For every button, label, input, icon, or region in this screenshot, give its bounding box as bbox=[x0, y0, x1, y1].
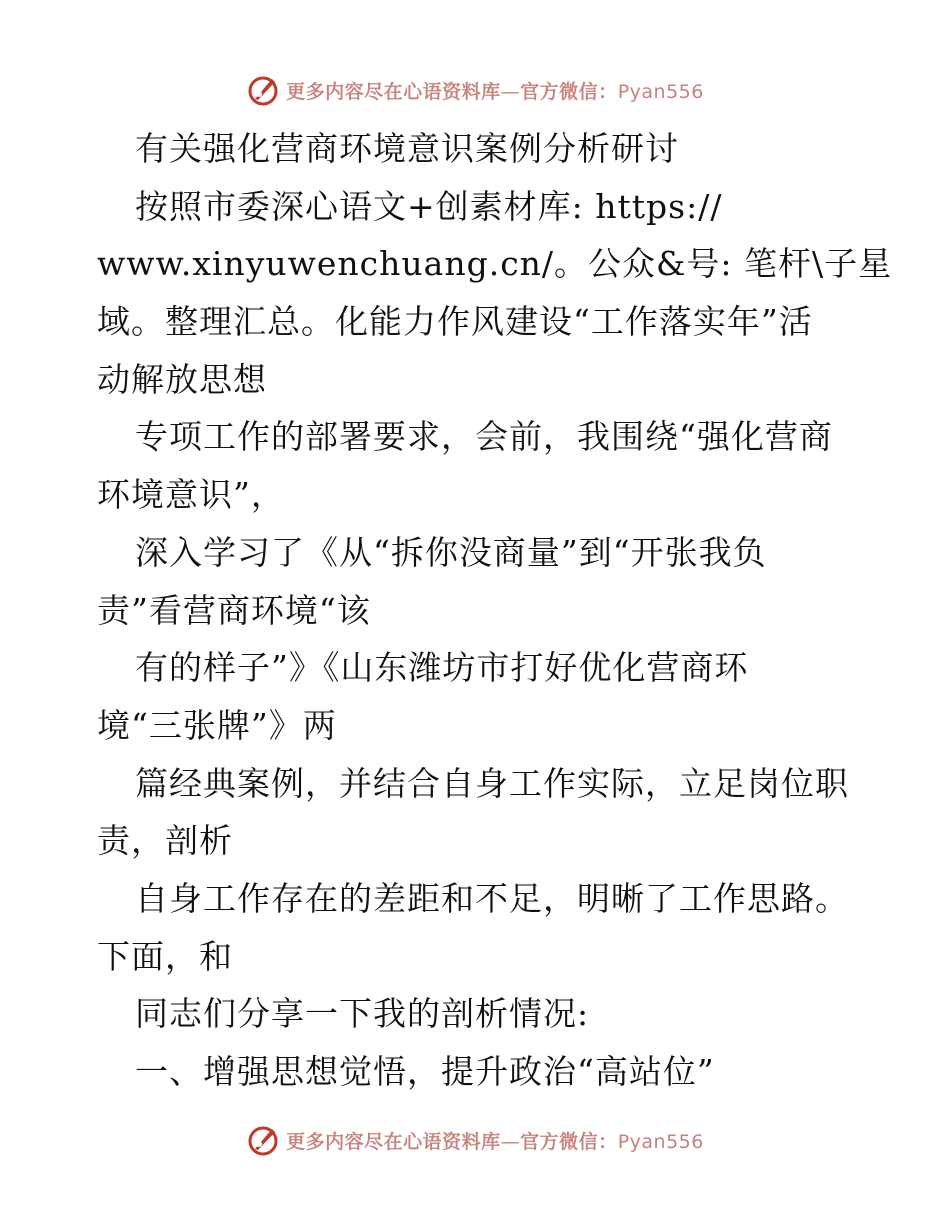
text-line: 有的样子”》《山东潍坊市打好优化营商环 bbox=[135, 648, 749, 688]
footer-banner bbox=[0, 1120, 950, 1160]
text-line: 同志们分享一下我的剖析情况: bbox=[135, 994, 590, 1034]
banner-text bbox=[286, 77, 704, 104]
banner-separator: — bbox=[500, 80, 521, 103]
document-body bbox=[97, 120, 893, 1101]
banner-label: 官方微信： bbox=[520, 1130, 618, 1153]
text-line: 境“三张牌”》两 bbox=[97, 705, 337, 745]
text-line: 深入学习了《从“拆你没商量”到“开张我负 bbox=[135, 532, 767, 572]
text-line: 环境意识”， bbox=[97, 475, 285, 515]
banner-handle: Pyan556 bbox=[617, 80, 704, 103]
banner-title: 更多内容尽在心语资料库 bbox=[286, 1130, 501, 1153]
text-line: 按照市委深心语文+创素材库: https:// bbox=[135, 186, 723, 226]
text-line: 域。整理汇总。化能力作风建设“工作落实年”活 bbox=[97, 302, 813, 342]
section-heading: 一、增强思想觉悟，提升政治“高站位” bbox=[135, 1052, 715, 1091]
text-line: 责，剖析 bbox=[97, 821, 233, 861]
banner-title: 更多内容尽在心语资料库 bbox=[286, 80, 501, 103]
text-line: 专项工作的部署要求，会前，我围绕“强化营商 bbox=[135, 417, 833, 457]
text-line: 下面，和 bbox=[97, 936, 233, 976]
text-line: 自身工作存在的差距和不足，明晰了工作思路。 bbox=[135, 878, 849, 918]
banner-text bbox=[286, 1127, 704, 1154]
text-line: www.xinyuwenchuang.cn/。公众&号: 笔杆\子星 bbox=[97, 244, 893, 284]
banner-separator: — bbox=[500, 1130, 521, 1153]
text-line: 责”看营商环境“该 bbox=[97, 590, 371, 630]
banner-label: 官方微信： bbox=[520, 80, 618, 103]
text-line: 动解放思想 bbox=[97, 359, 267, 399]
quill-logo-icon bbox=[246, 73, 280, 107]
banner-handle: Pyan556 bbox=[617, 1130, 704, 1153]
doc-title: 有关强化营商环境意识案例分析研讨 bbox=[135, 129, 679, 168]
text-line: 篇经典案例，并结合自身工作实际，立足岗位职 bbox=[135, 763, 849, 803]
quill-logo-icon bbox=[246, 1123, 280, 1157]
header-banner bbox=[0, 70, 950, 110]
